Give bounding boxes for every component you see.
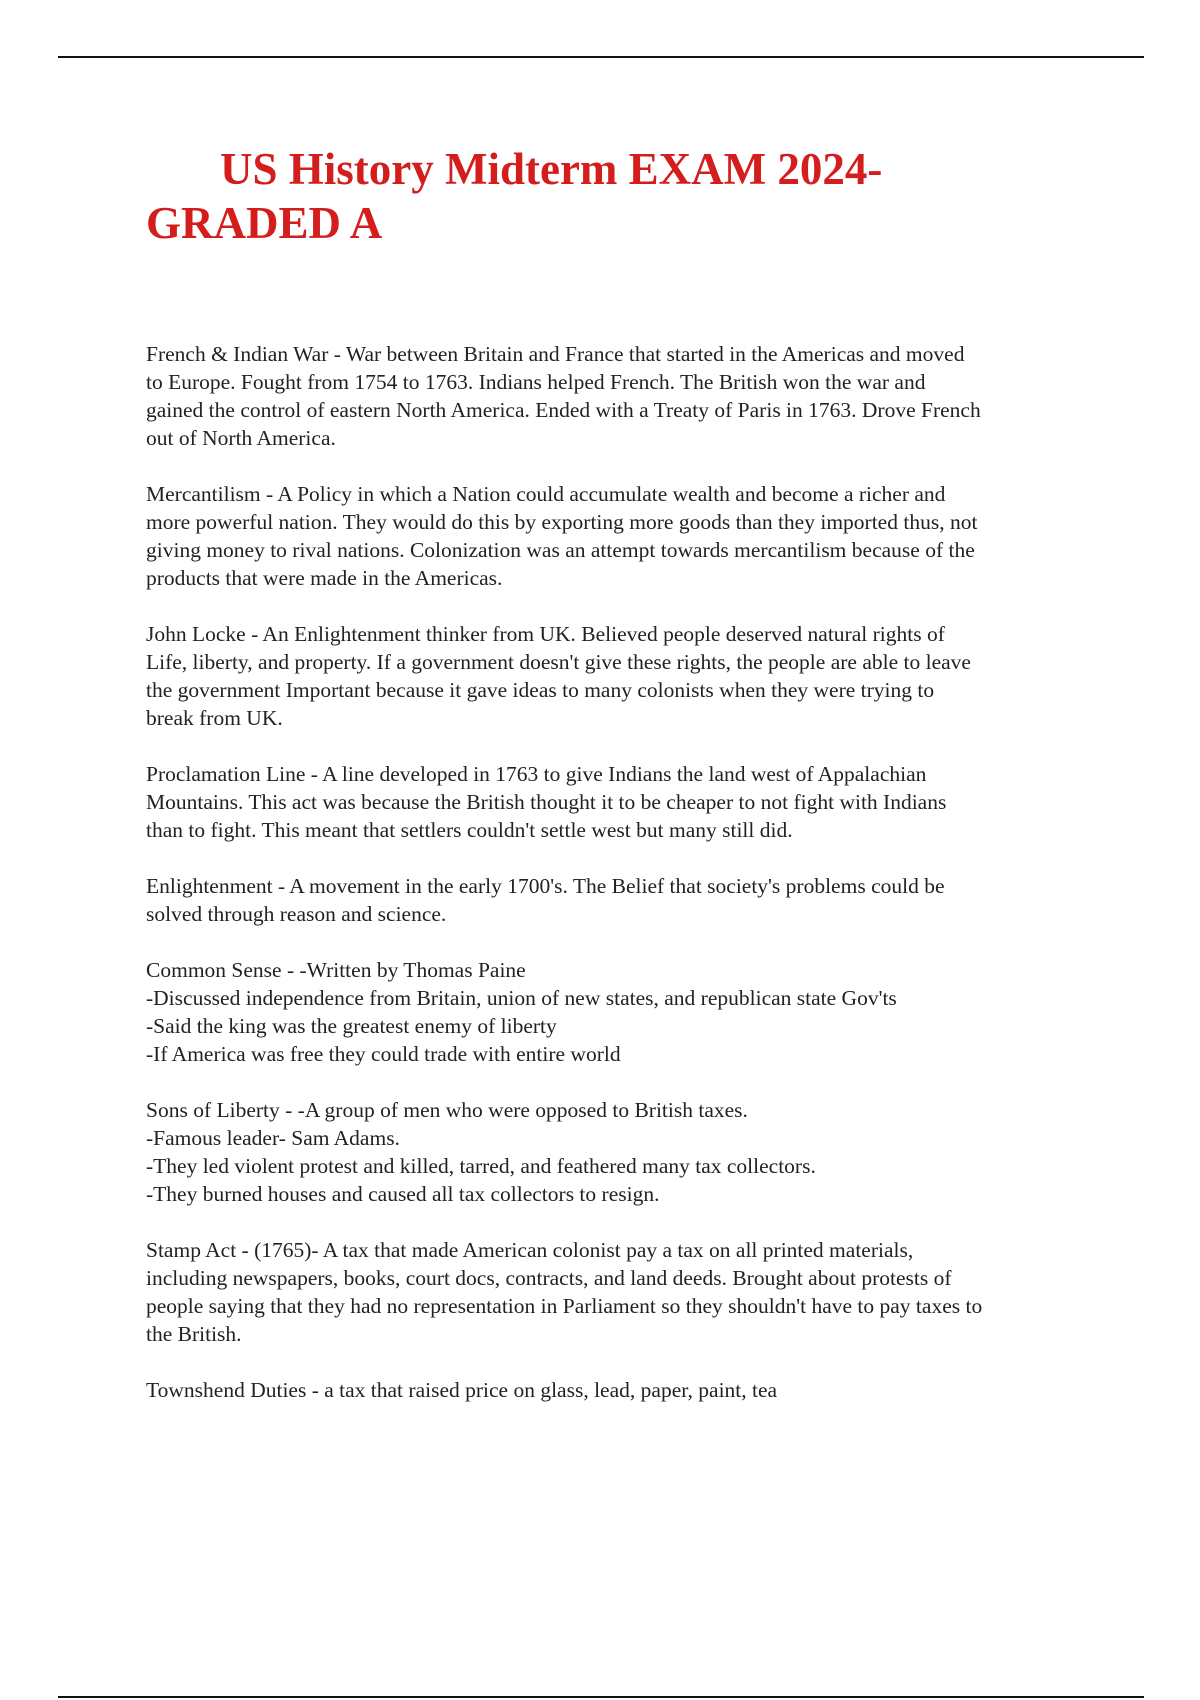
- entry-line: products that were made in the Americas.: [146, 566, 503, 590]
- entry-line: Life, liberty, and property. If a government doesn't give these rights, the people are able to leave: [146, 650, 971, 674]
- entry-john-locke: [146, 620, 1096, 732]
- entry-townshend-duties: [146, 1376, 1096, 1404]
- entry-line: to Europe. Fought from 1754 to 1763. Indians helped French. The British won the war and: [146, 370, 926, 394]
- entry-line: -Discussed independence from Britain, union of new states, and republican state Gov'ts: [146, 986, 897, 1010]
- entry-line: -They led violent protest and killed, tarred, and feathered many tax collectors.: [146, 1154, 816, 1178]
- entry-french-indian-war: [146, 340, 1096, 452]
- entry-line: than to fight. This meant that settlers couldn't settle west but many still did.: [146, 818, 793, 842]
- entry-proclamation-line: [146, 760, 1096, 844]
- bottom-rule: [58, 1696, 1144, 1698]
- top-rule: [58, 56, 1144, 58]
- entry-line: Sons of Liberty - -A group of men who were opposed to British taxes.: [146, 1098, 748, 1122]
- entry-line: Mercantilism - A Policy in which a Nation could accumulate wealth and become a richer and: [146, 482, 946, 506]
- entry-line: more powerful nation. They would do this by exporting more goods than they imported thus, not: [146, 510, 978, 534]
- entry-line: Stamp Act - (1765)- A tax that made American colonist pay a tax on all printed materials,: [146, 1238, 914, 1262]
- entry-line: the British.: [146, 1322, 242, 1346]
- entry-line: Mountains. This act was because the British thought it to be cheaper to not fight with Indians: [146, 790, 947, 814]
- entry-line: -If America was free they could trade with entire world: [146, 1042, 621, 1066]
- document-body: [146, 340, 1096, 1432]
- entry-enlightenment: [146, 872, 1096, 928]
- entry-line: -They burned houses and caused all tax collectors to resign.: [146, 1182, 660, 1206]
- entry-sons-of-liberty: [146, 1096, 1096, 1208]
- entry-stamp-act: [146, 1236, 1096, 1348]
- entry-line: French & Indian War - War between Britain and France that started in the Americas and moved: [146, 342, 965, 366]
- document-title: [146, 142, 1046, 250]
- entry-line: people saying that they had no representation in Parliament so they shouldn't have to pay taxes to: [146, 1294, 983, 1318]
- entry-line: Townshend Duties - a tax that raised price on glass, lead, paper, paint, tea: [146, 1378, 778, 1402]
- entry-line: Common Sense - -Written by Thomas Paine: [146, 958, 526, 982]
- entry-mercantilism: [146, 480, 1096, 592]
- entry-line: solved through reason and science.: [146, 902, 447, 926]
- entry-line: including newspapers, books, court docs, contracts, and land deeds. Brought about protests of: [146, 1266, 952, 1290]
- entry-line: -Said the king was the greatest enemy of liberty: [146, 1014, 557, 1038]
- entry-line: break from UK.: [146, 706, 283, 730]
- entry-line: gained the control of eastern North America. Ended with a Treaty of Paris in 1763. Drove French: [146, 398, 981, 422]
- entry-line: out of North America.: [146, 426, 336, 450]
- entry-line: giving money to rival nations. Colonization was an attempt towards mercantilism because of the: [146, 538, 975, 562]
- entry-line: -Famous leader- Sam Adams.: [146, 1126, 400, 1150]
- entry-line: the government Important because it gave ideas to many colonists when they were trying to: [146, 678, 935, 702]
- entry-common-sense: [146, 956, 1096, 1068]
- entry-line: Proclamation Line - A line developed in 1763 to give Indians the land west of Appalachian: [146, 762, 927, 786]
- entry-line: John Locke - An Enlightenment thinker from UK. Believed people deserved natural rights of: [146, 622, 945, 646]
- title-line-2: GRADED A: [146, 198, 383, 248]
- title-line-1: US History Midterm EXAM 2024-: [220, 144, 883, 194]
- entry-line: Enlightenment - A movement in the early 1700's. The Belief that society's problems could be: [146, 874, 945, 898]
